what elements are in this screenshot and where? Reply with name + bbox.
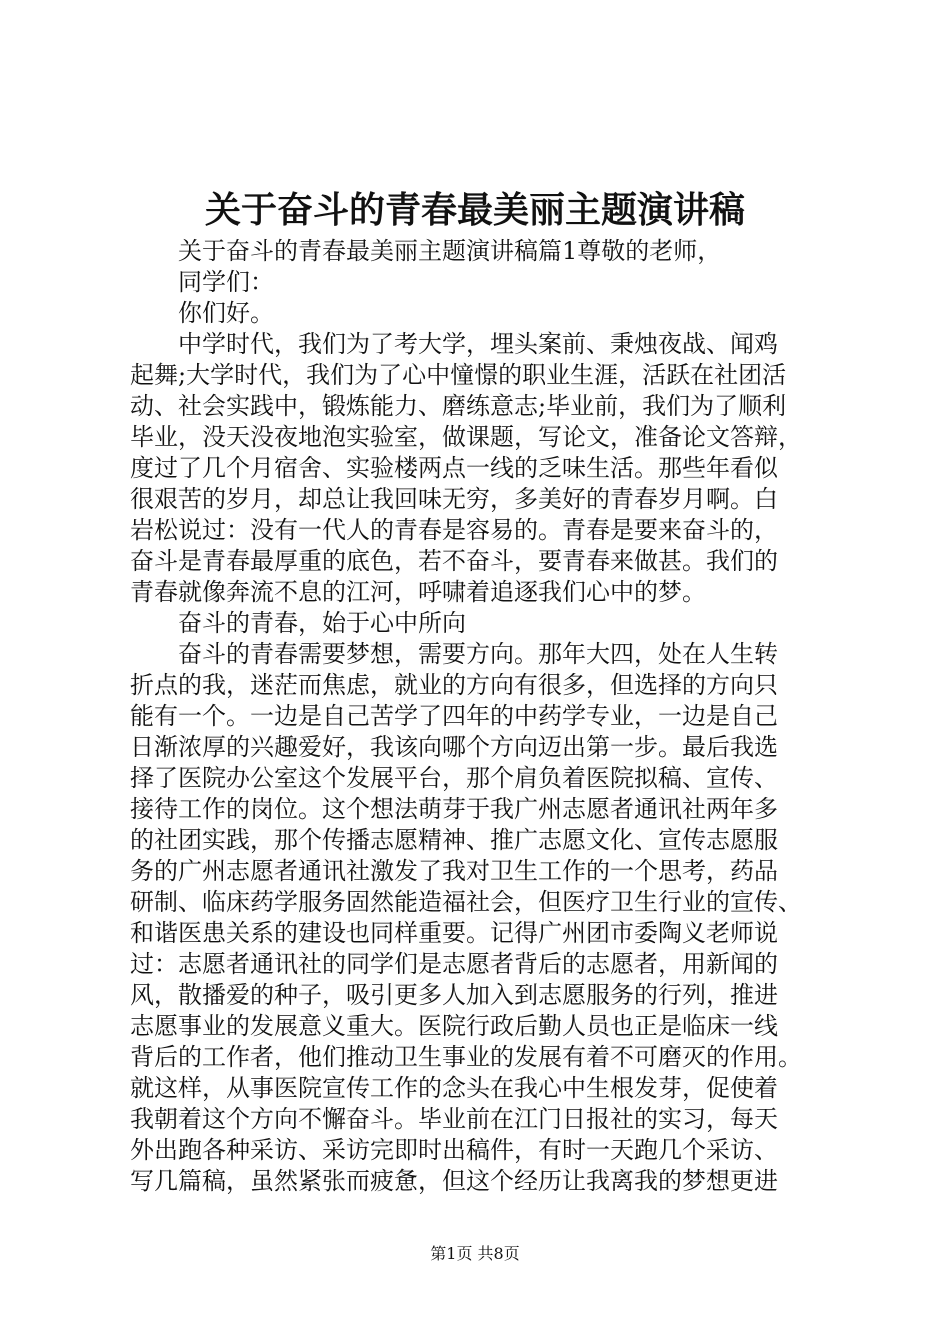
text-line: 同学们： — [178, 268, 274, 296]
text-line: 就这样，从事医院宣传工作的念头在我心中生根发芽，促使着 — [130, 1074, 778, 1102]
text-line: 我朝着这个方向不懈奋斗。毕业前在江门日报社的实习，每天 — [130, 1105, 778, 1133]
text-line: 度过了几个月宿舍、实验楼两点一线的乏味生活。那些年看似 — [130, 454, 778, 482]
text-line: 很艰苦的岁月，却总让我回味无穷，多美好的青春岁月啊。白 — [130, 485, 778, 513]
text-line: 风，散播爱的种子，吸引更多人加入到志愿服务的行列，推进 — [130, 981, 778, 1009]
text-line: 和谐医患关系的建设也同样重要。记得广州团市委陶义老师说 — [130, 919, 778, 947]
text-line: 写几篇稿，虽然紧张而疲惫，但这个经历让我离我的梦想更进 — [130, 1167, 778, 1195]
section-heading: 奋斗的青春，始于心中所向 — [178, 609, 466, 637]
text-line: 背后的工作者，他们推动卫生事业的发展有着不可磨灭的作用。 — [130, 1043, 802, 1071]
text-line: 折点的我，迷茫而焦虑，就业的方向有很多，但选择的方向只 — [130, 671, 778, 699]
document-body — [130, 236, 840, 1197]
text-line: 的社团实践，那个传播志愿精神、推广志愿文化、宣传志愿服 — [130, 826, 778, 854]
text-line: 志愿事业的发展意义重大。医院行政后勤人员也正是临床一线 — [130, 1012, 778, 1040]
text-line: 外出跑各种采访、采访完即时出稿件，有时一天跑几个采访、 — [130, 1136, 778, 1164]
page-number-footer: 第1页 共8页 — [430, 1244, 520, 1263]
text-line: 毕业，没天没夜地泡实验室，做课题，写论文，准备论文答辩， — [130, 423, 802, 451]
text-line: 动、社会实践中，锻炼能力、磨练意志;毕业前，我们为了顺利 — [130, 392, 787, 420]
text-line: 研制、临床药学服务固然能造福社会，但医疗卫生行业的宣传、 — [130, 888, 802, 916]
text-line: 关于奋斗的青春最美丽主题演讲稿篇1尊敬的老师， — [178, 237, 722, 265]
text-line: 择了医院办公室这个发展平台，那个肩负着医院拟稿、宣传、 — [130, 764, 778, 792]
text-line: 务的广州志愿者通讯社激发了我对卫生工作的一个思考，药品 — [130, 857, 778, 885]
text-line: 接待工作的岗位。这个想法萌芽于我广州志愿者通讯社两年多 — [130, 795, 778, 823]
text-line: 起舞;大学时代，我们为了心中憧憬的职业生涯，活跃在社团活 — [130, 361, 787, 389]
text-line: 日渐浓厚的兴趣爱好，我该向哪个方向迈出第一步。最后我选 — [130, 733, 778, 761]
text-line: 能有一个。一边是自己苦学了四年的中药学专业，一边是自己 — [130, 702, 778, 730]
text-line: 奋斗的青春需要梦想，需要方向。那年大四，处在人生转 — [178, 640, 778, 668]
text-line: 奋斗是青春最厚重的底色，若不奋斗，要青春来做甚。我们的 — [130, 547, 778, 575]
text-line: 中学时代，我们为了考大学，埋头案前、秉烛夜战、闻鸡 — [178, 330, 778, 358]
text-line: 岩松说过：没有一代人的青春是容易的。青春是要来奋斗的， — [130, 516, 778, 544]
text-line: 青春就像奔流不息的江河，呼啸着追逐我们心中的梦。 — [130, 578, 706, 606]
page-title: 关于奋斗的青春最美丽主题演讲稿 — [204, 189, 745, 231]
text-line: 你们好。 — [178, 299, 274, 327]
text-line: 过：志愿者通讯社的同学们是志愿者背后的志愿者，用新闻的 — [130, 950, 778, 978]
